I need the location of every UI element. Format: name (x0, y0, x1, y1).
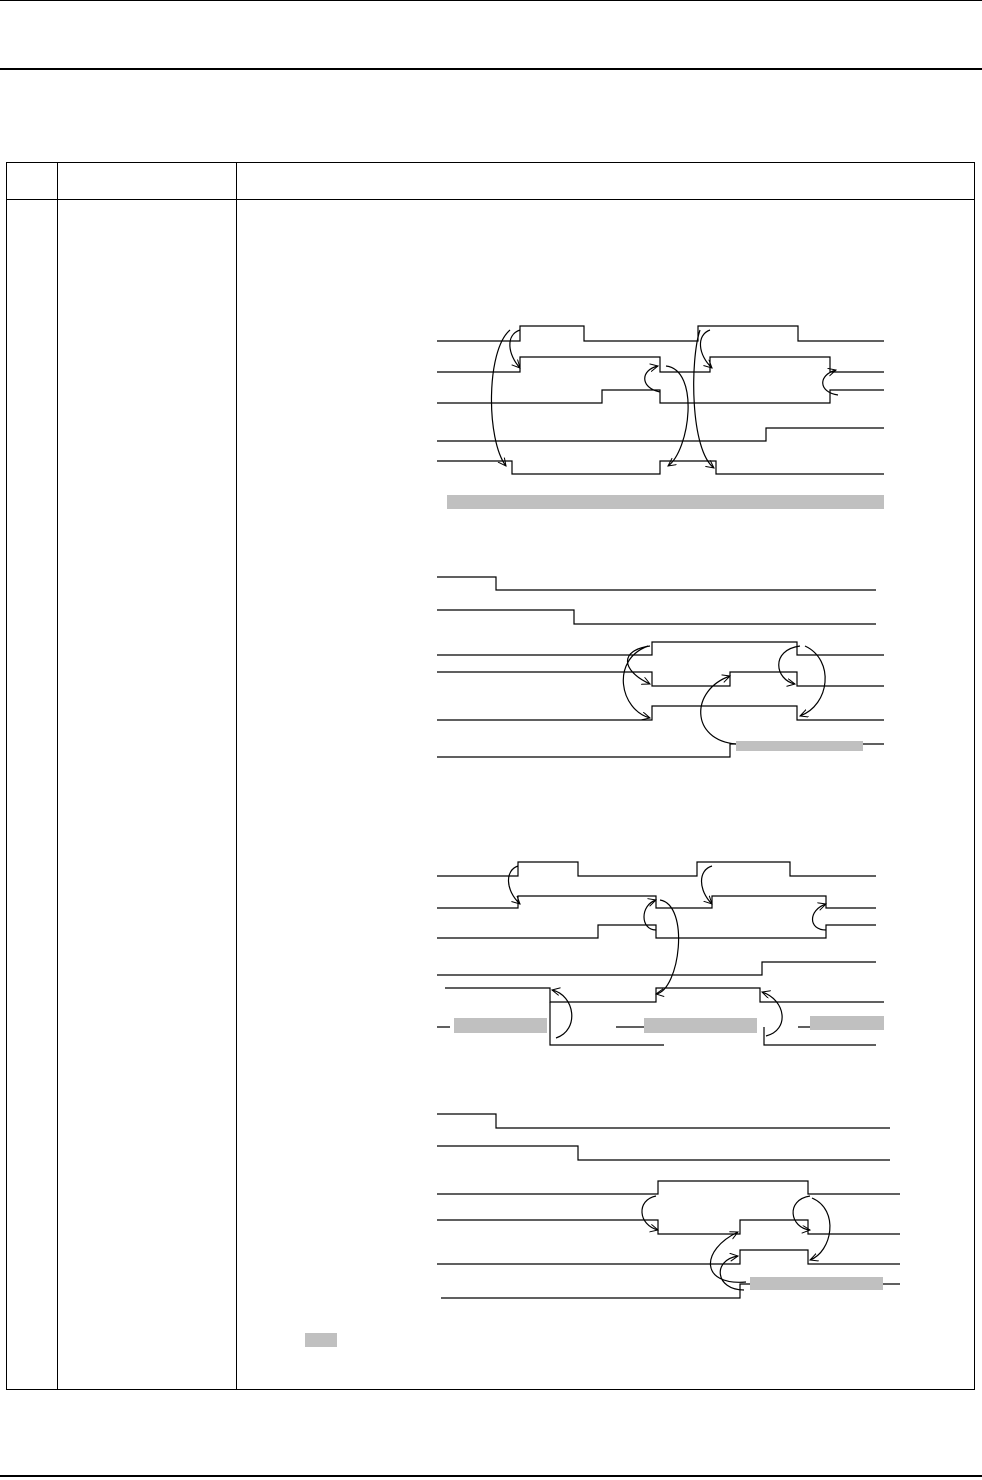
arrow-4-b (710, 1232, 746, 1282)
waveform-4-5 (437, 1250, 900, 1264)
waveform-3-3 (437, 925, 876, 938)
arrow-2-a (628, 646, 651, 684)
waveform-3-2 (437, 896, 876, 908)
arrow-2-e (800, 646, 825, 716)
waveform-1-4 (437, 428, 884, 441)
arrow-3-d (552, 990, 572, 1038)
highlight-bar-4 (750, 1277, 883, 1290)
arrow-1-d (666, 366, 688, 466)
highlight-bar-3a (454, 1018, 547, 1033)
timing-diagram-1 (437, 326, 884, 474)
arrow-1-b (491, 330, 510, 466)
timing-diagram-4 (437, 1114, 900, 1298)
waveform-4-3 (437, 1181, 900, 1194)
waveform-4-4 (437, 1220, 900, 1234)
waveform-1-1 (437, 326, 884, 341)
arrow-3-f (813, 904, 827, 930)
highlight-bar-3b (644, 1018, 757, 1033)
legend-swatch (305, 1333, 337, 1347)
waveform-2-5 (437, 706, 884, 720)
arrow-1-a (510, 330, 520, 368)
highlight-bar-1 (447, 495, 884, 509)
arrow-3-g (762, 992, 782, 1036)
waveform-1-2 (437, 357, 884, 372)
highlight-bar-2 (736, 741, 863, 751)
waveform-2-3 (437, 642, 884, 655)
arrow-4-e (810, 1198, 830, 1260)
timing-diagram-2 (437, 577, 884, 757)
waveform-1-3 (437, 390, 884, 403)
arrow-1-c (645, 366, 660, 392)
waveform-3-1 (437, 862, 876, 876)
arrow-3-e (702, 866, 713, 904)
arrow-4-a (642, 1196, 658, 1230)
arrow-3-c (656, 900, 679, 994)
waveform-2-1 (437, 577, 876, 590)
waveform-2-4 (437, 672, 884, 686)
waveform-4-2 (437, 1146, 890, 1160)
waveform-3-5 (445, 988, 884, 1002)
waveform-4-1 (437, 1114, 890, 1128)
waveform-3-4 (437, 962, 876, 975)
waveform-2-2 (437, 610, 876, 624)
highlight-bar-3c (810, 1016, 884, 1030)
arrow-1-f (694, 330, 714, 468)
